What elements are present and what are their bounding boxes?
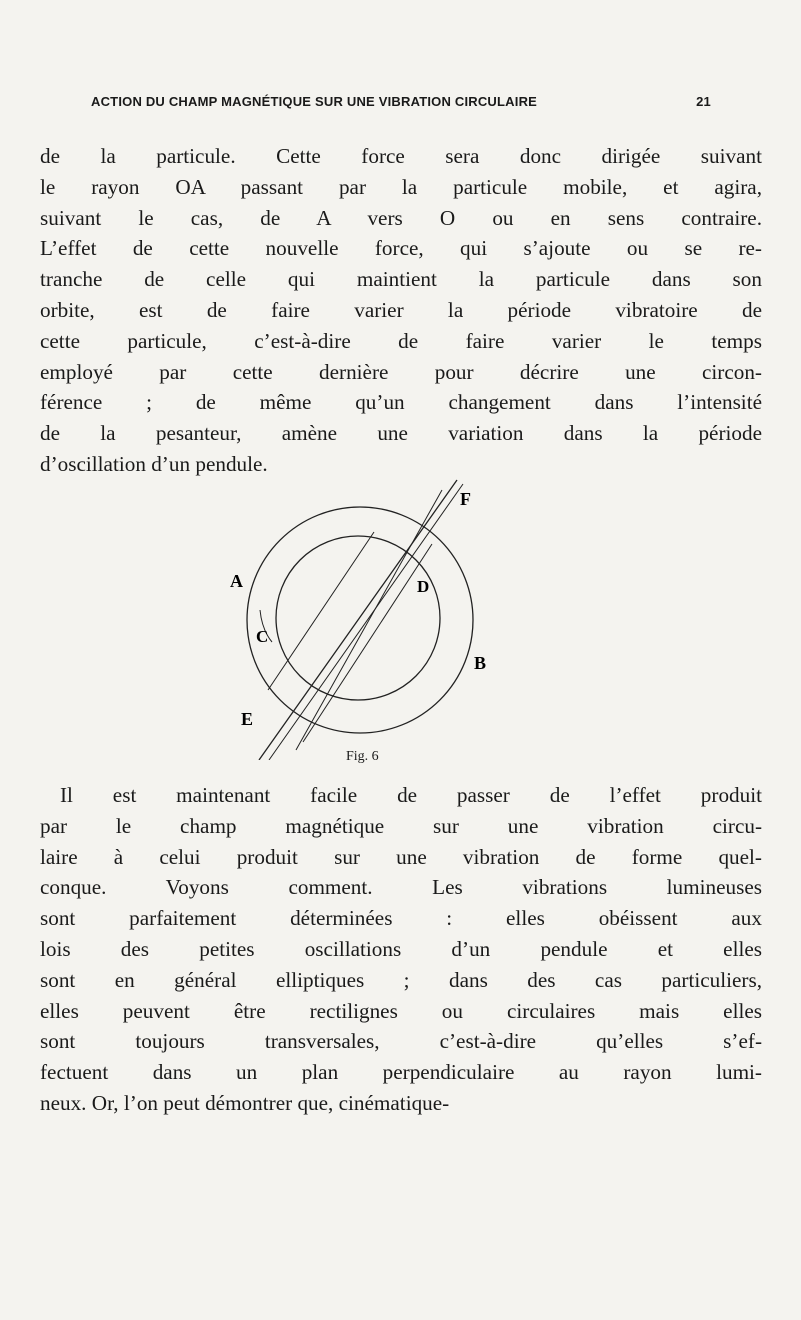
text-line: de la particule. Cette force sera donc dirigée suivant — [40, 144, 762, 168]
inner-circle — [276, 536, 440, 700]
text-line: tranche de celle qui maintient la particule dans son — [40, 267, 762, 292]
text-line: employé par cette dernière pour décrire une circon- — [40, 359, 762, 384]
text-line: laire à celui produit sur une vibration de forme quel- — [40, 844, 762, 869]
diagonal-line-inner-3 — [268, 532, 374, 690]
diagonal-line-inner-1 — [296, 490, 442, 750]
text-line: Il est maintenant facile de passer de l’effet produit — [60, 783, 762, 807]
text-line: de la pesanteur, amène une variation dans la période — [40, 421, 762, 446]
paragraph-1 — [40, 141, 762, 480]
label-b: B — [474, 653, 487, 673]
diagonal-line-ef — [259, 480, 457, 760]
label-d: D — [417, 577, 430, 596]
paragraph-2 — [40, 780, 762, 1119]
text-line: conque. Voyons comment. Les vibrations lumineuses — [40, 875, 762, 900]
text-line: elles peuvent être rectilignes ou circulaires mais elles — [40, 998, 762, 1023]
text-line: neux. Or, l’on peut démontrer que, cinématique- — [40, 1090, 450, 1115]
label-e: E — [241, 709, 254, 729]
text-line: le rayon OA passant par la particule mobile, et agira, — [40, 174, 762, 199]
text-line: orbite, est de faire varier la période vibratoire de — [40, 297, 762, 322]
running-title: ACTION DU CHAMP MAGNÉTIQUE SUR UNE VIBRATION CIRCULAIRE — [91, 94, 538, 109]
figure-caption: Fig. 6 — [346, 749, 379, 764]
text-line: lois des petites oscillations d’un pendule et elles — [40, 936, 762, 961]
text-line: par le champ magnétique sur une vibration circu- — [40, 813, 762, 838]
text-line: cette particule, c’est-à-dire de faire varier le temps — [40, 328, 762, 353]
figure-6-diagram — [220, 470, 520, 760]
label-f: F — [460, 489, 471, 509]
text-line: fectuent dans un plan perpendiculaire au rayon lumi- — [40, 1060, 762, 1085]
text-line: L’effet de cette nouvelle force, qui s’ajoute ou se re- — [40, 236, 762, 261]
label-a: A — [230, 571, 243, 591]
diagonal-line-inner-2 — [303, 544, 432, 742]
outer-circle — [247, 507, 473, 733]
text-line: d’oscillation d’un pendule. — [40, 451, 268, 476]
running-header — [91, 94, 711, 109]
text-line: férence ; de même qu’un changement dans l’intensité — [40, 390, 762, 415]
label-c: C — [256, 627, 269, 646]
text-line: sont parfaitement déterminées : elles obéissent aux — [40, 906, 762, 931]
text-line: sont toujours transversales, c’est-à-dire qu’elles s’ef- — [40, 1029, 762, 1054]
text-line: sont en général elliptiques ; dans des cas particuliers, — [40, 967, 762, 992]
page-number: 21 — [696, 94, 711, 109]
text-line: suivant le cas, de A vers O ou en sens contraire. — [40, 205, 762, 230]
